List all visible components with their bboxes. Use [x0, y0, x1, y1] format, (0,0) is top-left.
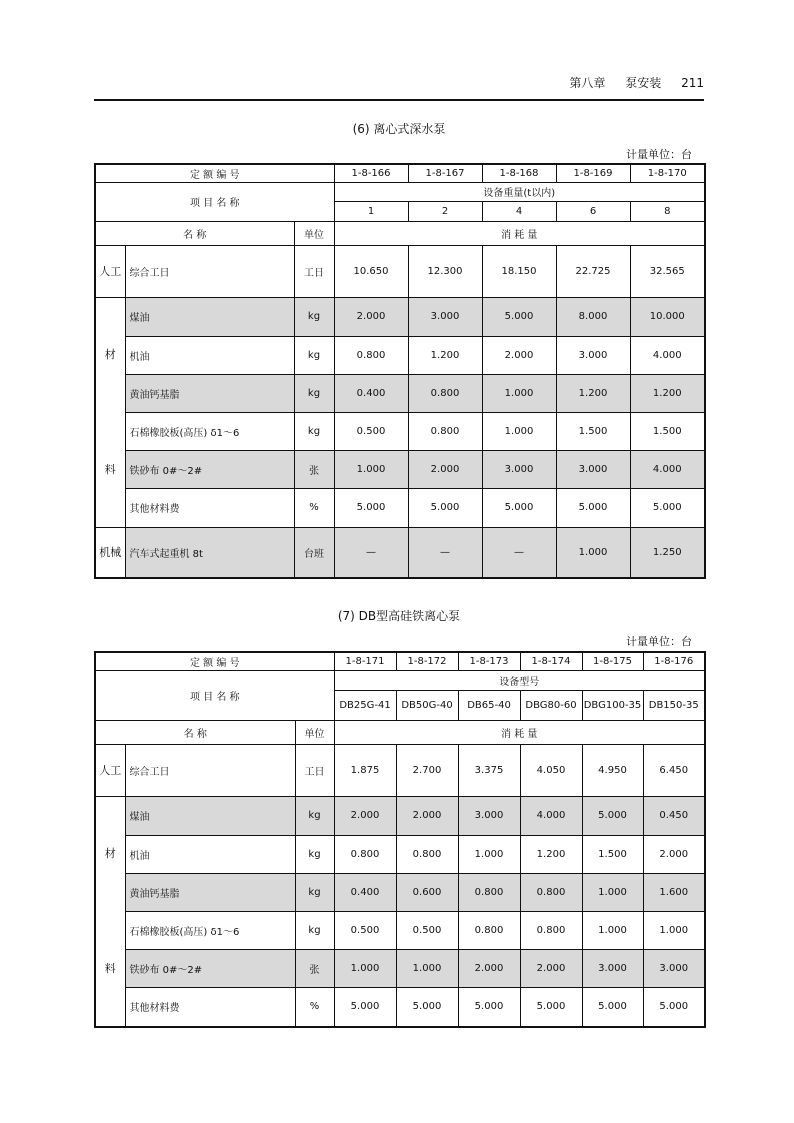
row-value: 3.000 — [582, 949, 643, 987]
col-consume-header: 消 耗 量 — [334, 720, 705, 744]
category-labor: 人工 — [95, 744, 125, 796]
row-value: 0.800 — [334, 336, 408, 374]
param-value: DB65-40 — [458, 690, 520, 720]
row-value: 22.725 — [556, 245, 630, 297]
row-value: 5.000 — [458, 987, 520, 1027]
row-value: 2.000 — [458, 949, 520, 987]
col-unit-header: 单位 — [295, 720, 334, 744]
row-name: 石棉橡胶板(高压) δ1～6 — [125, 412, 294, 450]
row-value: 1.500 — [630, 412, 705, 450]
category-material: 材 — [95, 297, 125, 412]
row-name: 其他材料费 — [125, 488, 294, 527]
table7 — [94, 651, 706, 1028]
row-value: 0.500 — [334, 412, 408, 450]
row-value: 0.500 — [396, 911, 458, 949]
param-value: 1 — [334, 201, 408, 221]
row-value: 2.000 — [396, 796, 458, 835]
quota-code: 1-8-168 — [482, 164, 556, 182]
table7-title: (7) DB型高硅铁离心泵 — [337, 609, 461, 623]
row-value: 1.000 — [643, 911, 705, 949]
table7-unit-note: 计量单位：台 — [626, 635, 692, 648]
row-value: 1.250 — [630, 527, 705, 578]
row-unit: kg — [294, 336, 334, 374]
row-value: 1.200 — [408, 336, 482, 374]
table6-unit-note: 计量单位：台 — [626, 148, 692, 161]
quota-code: 1-8-170 — [630, 164, 705, 182]
quota-code: 1-8-174 — [520, 652, 582, 670]
param-value: 6 — [556, 201, 630, 221]
row-value: 1.600 — [643, 873, 705, 911]
row-value: 8.000 — [556, 297, 630, 336]
row-value: 1.200 — [556, 374, 630, 412]
row-value: 5.000 — [334, 987, 396, 1027]
row-value: 1.200 — [630, 374, 705, 412]
col-name-header: 名 称 — [95, 720, 295, 744]
row-name: 煤油 — [125, 297, 294, 336]
row-unit: kg — [295, 873, 334, 911]
quota-label: 定 额 编 号 — [95, 652, 334, 670]
row-value: 5.000 — [482, 488, 556, 527]
quota-code: 1-8-167 — [408, 164, 482, 182]
param-value: 8 — [630, 201, 705, 221]
row-value: 1.500 — [556, 412, 630, 450]
category-material: 料 — [95, 911, 125, 1027]
row-value: 0.400 — [334, 374, 408, 412]
row-value: 5.000 — [630, 488, 705, 527]
row-name: 黄油钙基脂 — [125, 374, 294, 412]
row-value: 3.375 — [458, 744, 520, 796]
row-name: 铁砂布 0#～2# — [125, 949, 295, 987]
row-value: 2.000 — [334, 796, 396, 835]
row-value: 1.875 — [334, 744, 396, 796]
row-value: 5.000 — [643, 987, 705, 1027]
row-value: 4.000 — [630, 450, 705, 488]
row-name: 汽车式起重机 8t — [125, 527, 294, 578]
category-machine: 机械 — [95, 527, 125, 578]
category-material: 材 — [95, 796, 125, 911]
row-value: 0.800 — [408, 374, 482, 412]
param-value: DBG100-35 — [582, 690, 643, 720]
row-value: 3.000 — [556, 450, 630, 488]
row-unit: 张 — [295, 949, 334, 987]
row-value: 32.565 — [630, 245, 705, 297]
param-value: 4 — [482, 201, 556, 221]
row-name: 综合工日 — [125, 245, 294, 297]
category-labor: 人工 — [95, 245, 125, 297]
row-value: 1.000 — [334, 949, 396, 987]
row-unit: kg — [294, 297, 334, 336]
row-value: 0.800 — [334, 835, 396, 873]
row-value: 3.000 — [643, 949, 705, 987]
row-value: 3.000 — [556, 336, 630, 374]
row-value: 1.000 — [458, 835, 520, 873]
section-label: 泵安装 — [625, 76, 662, 90]
row-unit: kg — [295, 835, 334, 873]
row-name: 综合工日 — [125, 744, 295, 796]
row-value: 5.000 — [408, 488, 482, 527]
row-value: 3.000 — [482, 450, 556, 488]
row-value: 4.000 — [520, 796, 582, 835]
row-unit: 台班 — [294, 527, 334, 578]
row-value: 12.300 — [408, 245, 482, 297]
row-value: 2.700 — [396, 744, 458, 796]
row-value: 3.000 — [408, 297, 482, 336]
row-value: 18.150 — [482, 245, 556, 297]
row-value: 6.450 — [643, 744, 705, 796]
header-divider — [94, 99, 704, 101]
param-value: DB25G-41 — [334, 690, 396, 720]
quota-code: 1-8-173 — [458, 652, 520, 670]
row-value: 1.500 — [582, 835, 643, 873]
row-unit: 张 — [294, 450, 334, 488]
row-value: 5.000 — [334, 488, 408, 527]
row-value: 5.000 — [582, 987, 643, 1027]
param-value: DB50G-40 — [396, 690, 458, 720]
row-value: 0.600 — [396, 873, 458, 911]
param-value: 2 — [408, 201, 482, 221]
param-value: DB150-35 — [643, 690, 705, 720]
quota-code: 1-8-175 — [582, 652, 643, 670]
row-value: 0.800 — [408, 412, 482, 450]
row-unit: kg — [295, 911, 334, 949]
row-unit: % — [294, 488, 334, 527]
row-unit: kg — [294, 412, 334, 450]
row-value: — — [482, 527, 556, 578]
row-value: 10.650 — [334, 245, 408, 297]
quota-code: 1-8-171 — [334, 652, 396, 670]
item-name-label: 项 目 名 称 — [95, 182, 334, 221]
row-value: 1.000 — [396, 949, 458, 987]
row-value: — — [408, 527, 482, 578]
row-value: 1.200 — [520, 835, 582, 873]
row-value: 4.950 — [582, 744, 643, 796]
row-name: 铁砂布 0#～2# — [125, 450, 294, 488]
row-name: 石棉橡胶板(高压) δ1～6 — [125, 911, 295, 949]
row-value: 0.800 — [520, 911, 582, 949]
page-header — [94, 74, 704, 94]
col-consume-header: 消 耗 量 — [334, 221, 705, 245]
row-value: 0.800 — [458, 873, 520, 911]
row-value: 2.000 — [482, 336, 556, 374]
row-value: 1.000 — [556, 527, 630, 578]
table6-title: (6) 离心式深水泵 — [352, 122, 446, 136]
row-value: 10.000 — [630, 297, 705, 336]
row-value: 2.000 — [334, 297, 408, 336]
row-value: 0.800 — [458, 911, 520, 949]
chapter-label: 第八章 — [569, 76, 606, 90]
col-name-header: 名 称 — [95, 221, 294, 245]
row-unit: 工日 — [294, 245, 334, 297]
row-value: 1.000 — [334, 450, 408, 488]
col-unit-header: 单位 — [294, 221, 334, 245]
quota-code: 1-8-169 — [556, 164, 630, 182]
row-value: 1.000 — [482, 374, 556, 412]
row-value: 1.000 — [482, 412, 556, 450]
row-name: 其他材料费 — [125, 987, 295, 1027]
row-value: 2.000 — [520, 949, 582, 987]
param-label: 设备型号 — [334, 670, 705, 690]
row-value: 3.000 — [458, 796, 520, 835]
row-unit: % — [295, 987, 334, 1027]
row-value: 5.000 — [520, 987, 582, 1027]
row-unit: kg — [295, 796, 334, 835]
row-value: 2.000 — [408, 450, 482, 488]
row-value: 2.000 — [643, 835, 705, 873]
quota-code: 1-8-176 — [643, 652, 705, 670]
row-value: 0.800 — [520, 873, 582, 911]
category-material: 料 — [95, 412, 125, 527]
row-value: 4.000 — [630, 336, 705, 374]
row-value: 1.000 — [582, 911, 643, 949]
row-name: 黄油钙基脂 — [125, 873, 295, 911]
row-value: 0.450 — [643, 796, 705, 835]
row-value: 1.000 — [582, 873, 643, 911]
row-unit: kg — [294, 374, 334, 412]
page-number: 211 — [681, 76, 704, 90]
row-name: 机油 — [125, 835, 295, 873]
quota-code: 1-8-166 — [334, 164, 408, 182]
row-value: 5.000 — [556, 488, 630, 527]
quota-label: 定 额 编 号 — [95, 164, 334, 182]
row-value: 5.000 — [482, 297, 556, 336]
row-value: 0.400 — [334, 873, 396, 911]
row-value: 5.000 — [582, 796, 643, 835]
quota-code: 1-8-172 — [396, 652, 458, 670]
param-value: DBG80-60 — [520, 690, 582, 720]
row-value: 5.000 — [396, 987, 458, 1027]
row-value: 0.800 — [396, 835, 458, 873]
row-value: 4.050 — [520, 744, 582, 796]
row-name: 煤油 — [125, 796, 295, 835]
table6 — [94, 163, 706, 579]
row-value: 0.500 — [334, 911, 396, 949]
row-name: 机油 — [125, 336, 294, 374]
item-name-label: 项 目 名 称 — [95, 670, 334, 720]
row-unit: 工日 — [295, 744, 334, 796]
param-label: 设备重量(t以内) — [334, 182, 705, 201]
row-value: — — [334, 527, 408, 578]
